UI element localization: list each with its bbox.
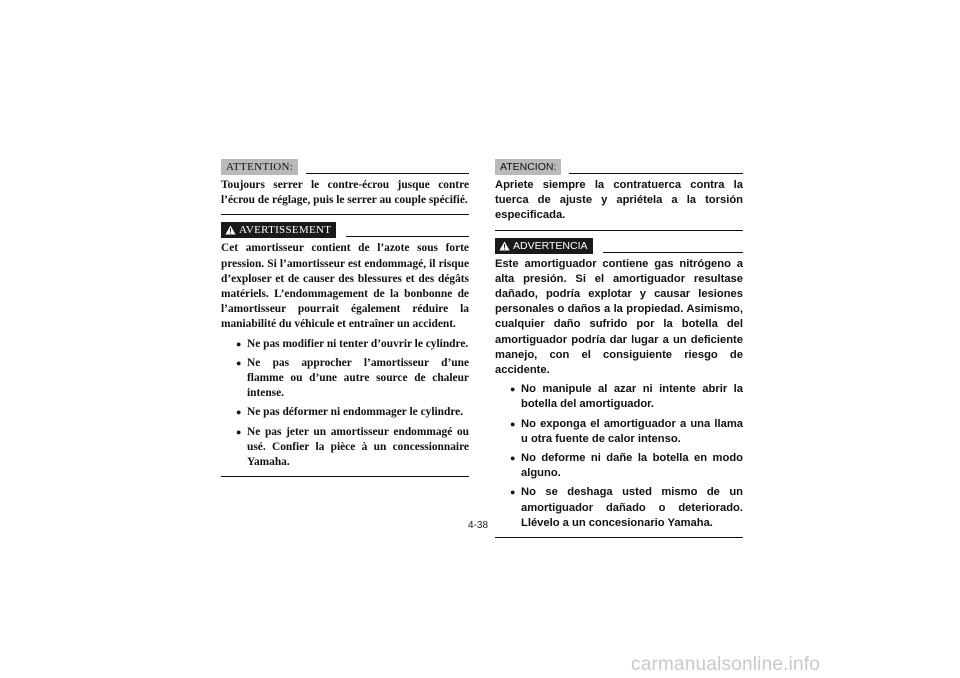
list-item [510, 382, 743, 412]
warning-header [495, 237, 743, 255]
bullet-text: Ne pas approcher l’amortisseur d’une flamme ou d’une autre source de chaleur intense. [247, 356, 469, 400]
header-rule [603, 252, 744, 253]
bullet-icon: ● [510, 487, 516, 498]
bullet-text: No exponga el amortiguador a una llama u otra fuente de calor intenso. [521, 417, 743, 445]
warning-bullet-list [495, 382, 743, 531]
bullet-text: Ne pas modifier ni tenter d’ouvrir le cylindre. [247, 337, 469, 350]
attention-header [495, 158, 743, 176]
bullet-icon: ● [236, 357, 242, 368]
header-rule [346, 236, 469, 237]
warning-text: Este amortiguador contiene gas nitrógeno a alta presión. Si el amortiguador resultase dañado, podría explotar y causar lesiones personales o daños a la propiedad. Asimismo, cualquier daño sufrido por la botella del amortiguador podría dar lugar a un deficiente manejo, con el consiguiente riesgo de accidente. [495, 257, 743, 377]
section-divider [495, 230, 743, 231]
warning-triangle-icon [225, 225, 236, 235]
attention-header [221, 158, 469, 176]
bullet-icon: ● [236, 338, 242, 349]
section-divider [221, 476, 469, 477]
bullet-icon: ● [236, 407, 242, 418]
header-rule [569, 173, 743, 174]
warning-badge [495, 238, 593, 254]
bullet-text: No deforme ni dañe la botella en modo alguno. [521, 452, 743, 480]
list-item [236, 356, 469, 402]
warning-bullet-list [221, 337, 469, 471]
list-item [510, 485, 743, 531]
watermark: carmanualsonline.info [631, 654, 821, 675]
attention-text: Apriete siempre la contratuerca contra la tuerca de ajuste y apriétela a la torsión especificada. [495, 179, 743, 222]
warning-text: Cet amortisseur contient de l’azote sous forte pression. Si l’amortisseur est endommagé, il risque d’exploser et de causer des blessures et des dégâts matériels. L’endommagement de la bonbonne de l’amortisseur pourrait également réduire la maniabilité du véhicule et entraîner un accident. [221, 242, 469, 331]
french-column [221, 158, 469, 483]
list-item [236, 425, 469, 471]
section-divider [495, 537, 743, 538]
section-divider [221, 214, 469, 215]
bullet-icon: ● [510, 384, 516, 395]
bullet-text: Ne pas jeter un amortisseur endommagé ou usé. Confier la pièce à un concessionnaire Yamaha. [247, 425, 469, 469]
warning-triangle-icon [499, 241, 510, 251]
bullet-icon: ● [510, 453, 516, 464]
bullet-icon: ● [510, 418, 516, 429]
warning-badge [221, 222, 336, 238]
attention-label: ATTENTION: [221, 159, 298, 175]
list-item [510, 417, 743, 447]
bullet-text: Ne pas déformer ni endommager le cylindre. [247, 406, 464, 419]
warning-label: AVERTISSEMENT [239, 224, 332, 237]
warning-label: ADVERTENCIA [513, 239, 588, 252]
spanish-column [495, 158, 743, 544]
list-item [510, 451, 743, 481]
list-item [236, 337, 469, 352]
page-number: 4-38 [468, 520, 489, 531]
attention-text: Toujours serrer le contre-écrou jusque contre l’écrou de réglage, puis le serrer au couple spécifié. [221, 179, 469, 207]
warning-header [221, 221, 469, 239]
bullet-text: No manipule al azar ni intente abrir la botella del amortiguador. [521, 383, 743, 411]
header-rule [306, 173, 469, 174]
list-item [236, 405, 469, 420]
bullet-text: No se deshaga usted mismo de un amortiguador dañado o deteriorado. Llévelo a un concesionario Yamaha. [521, 486, 743, 529]
attention-label: ATENCION: [495, 159, 561, 175]
bullet-icon: ● [236, 426, 242, 437]
